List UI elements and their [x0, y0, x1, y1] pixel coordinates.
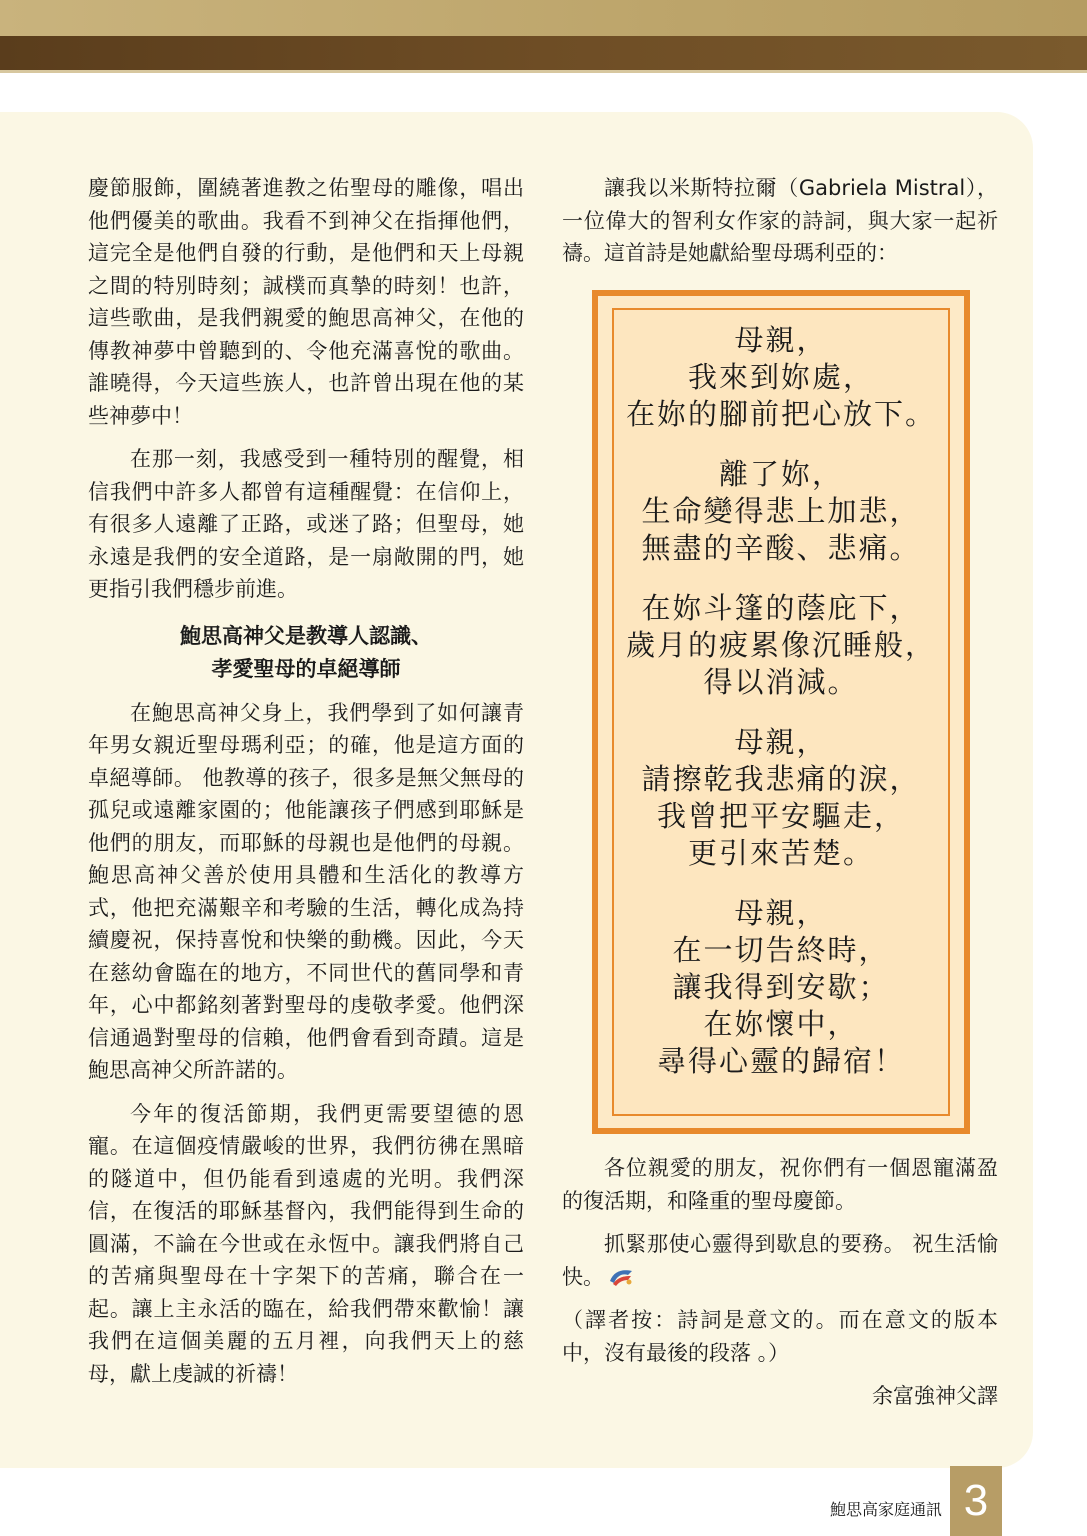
wish-paragraph — [562, 1228, 998, 1293]
right-column-closing — [562, 1152, 998, 1413]
poem-line: 母親， — [734, 896, 828, 930]
paragraph-1: 慶節服飾，圍繞著進教之佑聖母的雕像，唱出他們優美的歌曲。我看不到神父在指揮他們，這完全是他們自發的行動，是他們和天上母親之間的特別時刻；誠樸而真摯的時刻！也許，這些歌曲，是我們親愛的鮑思高神父，在他的傳教神夢中曾聽到的、令他充滿喜悅的歌曲。 誰曉得，今天這些族人，也許曾出現在他的某些神夢中！ — [88, 176, 524, 428]
poem-line: 母親， — [734, 323, 828, 357]
poem-stanza-2 — [612, 456, 950, 567]
paragraph-3: 在鮑思高神父身上，我們學到了如何讓青年男女親近聖母瑪利亞；的確，他是這方面的卓絕導師。 他教導的孩子，很多是無父無母的孤兒或遠離家園的；他能讓孩子們感到耶穌是他們的朋友，而耶穌的母親也是他們的母親。鮑思高神父善於使用具體和生活化的教導方式，他把充滿艱辛和考驗的生活，轉化成為持續慶祝，保持喜悅和快樂的動機。因此，今天在慈幼會臨在的地方，不同世代的舊同學和青年，心中都銘刻著對聖母的虔敬孝愛。他們深信通過對聖母的信賴，他們會看到奇蹟。這是鮑思高神父所許諾的。 — [88, 700, 524, 1082]
translator-note: （譯者按：詩詞是意文的。而在意文的版本中，沒有最後的段落 。） — [562, 1308, 998, 1365]
poem-line: 得以消減。 — [703, 665, 859, 699]
section-heading-line-1: 鮑思高神父是教導人認識、 — [180, 623, 432, 648]
poem-line: 尋得心靈的歸宿！ — [656, 1044, 905, 1078]
poem-line: 我來到妳處， — [687, 360, 874, 394]
poem-stanza-5 — [612, 895, 950, 1080]
translator-credit: 余富強神父譯 — [872, 1384, 998, 1408]
poem-line: 在妳斗篷的蔭庇下， — [641, 591, 921, 625]
poem-line: 離了妳， — [718, 457, 843, 491]
poem-line: 生命變得悲上加悲， — [641, 494, 921, 528]
header-band-line — [0, 70, 1087, 73]
poem-line: 讓我得到安歇； — [672, 970, 890, 1004]
poem-line: 歲月的疲累像沉睡般， — [625, 628, 936, 662]
poem-intro: 讓我以米斯特拉爾（Gabriela Mistral），一位偉大的智利女作家的詩詞，與大家一起祈禱。這首詩是她獻給聖母瑪利亞的： — [562, 176, 998, 265]
paragraph-4: 今年的復活節期，我們更需要望德的恩寵。在這個疫情嚴峻的世界，我們彷彿在黑暗的隧道中，但仍能看到遠處的光明。我們深信，在復活的耶穌基督內，我們能得到生命的圓滿，不論在今世或在永恆中。讓我們將自己的苦痛與聖母在十字架下的苦痛，聯合在一起。讓上主永活的臨在，給我們帶來歡愉！讓我們在這個美麗的五月裡，向我們天上的慈母，獻上虔誠的祈禱！ — [88, 1101, 524, 1386]
poem-stanza-4 — [612, 724, 950, 872]
poem-stanza-3 — [612, 590, 950, 701]
poem — [612, 322, 950, 1103]
poem-line: 請擦乾我悲痛的淚， — [641, 762, 921, 796]
publication-name: 鮑思高家庭通訊 — [829, 1500, 942, 1519]
poem-line: 無盡的辛酸、悲痛。 — [641, 531, 921, 565]
page-number: 3 — [963, 1476, 989, 1525]
poem-line: 在妳的腳前把心放下。 — [625, 397, 936, 431]
paragraph-2: 在那一刻，我感受到一種特別的醒覺，相信我們中許多人都曾有這種醒覺：在信仰上，有很多人遠離了正路，或迷了路；但聖母，她永遠是我們的安全道路，是一扇敞開的門，她更指引我們穩步前進。 — [88, 447, 524, 601]
section-heading-line-2: 孝愛聖母的卓絕導師 — [211, 656, 401, 681]
wish-text: 抓緊那使心靈得到歇息的要務。 祝生活愉快。 — [562, 1232, 998, 1289]
salesian-emblem-icon — [608, 1267, 634, 1287]
header-band-dark — [0, 36, 1087, 70]
left-column — [88, 172, 524, 1390]
greeting-paragraph: 各位親愛的朋友，祝你們有一個恩寵滿盈的復活期，和隆重的聖母慶節。 — [562, 1156, 998, 1213]
poem-stanza-1 — [612, 322, 950, 433]
poem-line: 在妳懷中， — [703, 1007, 859, 1041]
header-band-light — [0, 0, 1087, 36]
section-heading — [88, 620, 524, 686]
poem-line: 我曾把平安驅走， — [656, 799, 905, 833]
poem-line: 更引來苦楚。 — [687, 836, 874, 870]
poem-line: 母親， — [734, 725, 828, 759]
poem-line: 在一切告終時， — [672, 933, 890, 967]
right-column-intro — [562, 172, 998, 270]
